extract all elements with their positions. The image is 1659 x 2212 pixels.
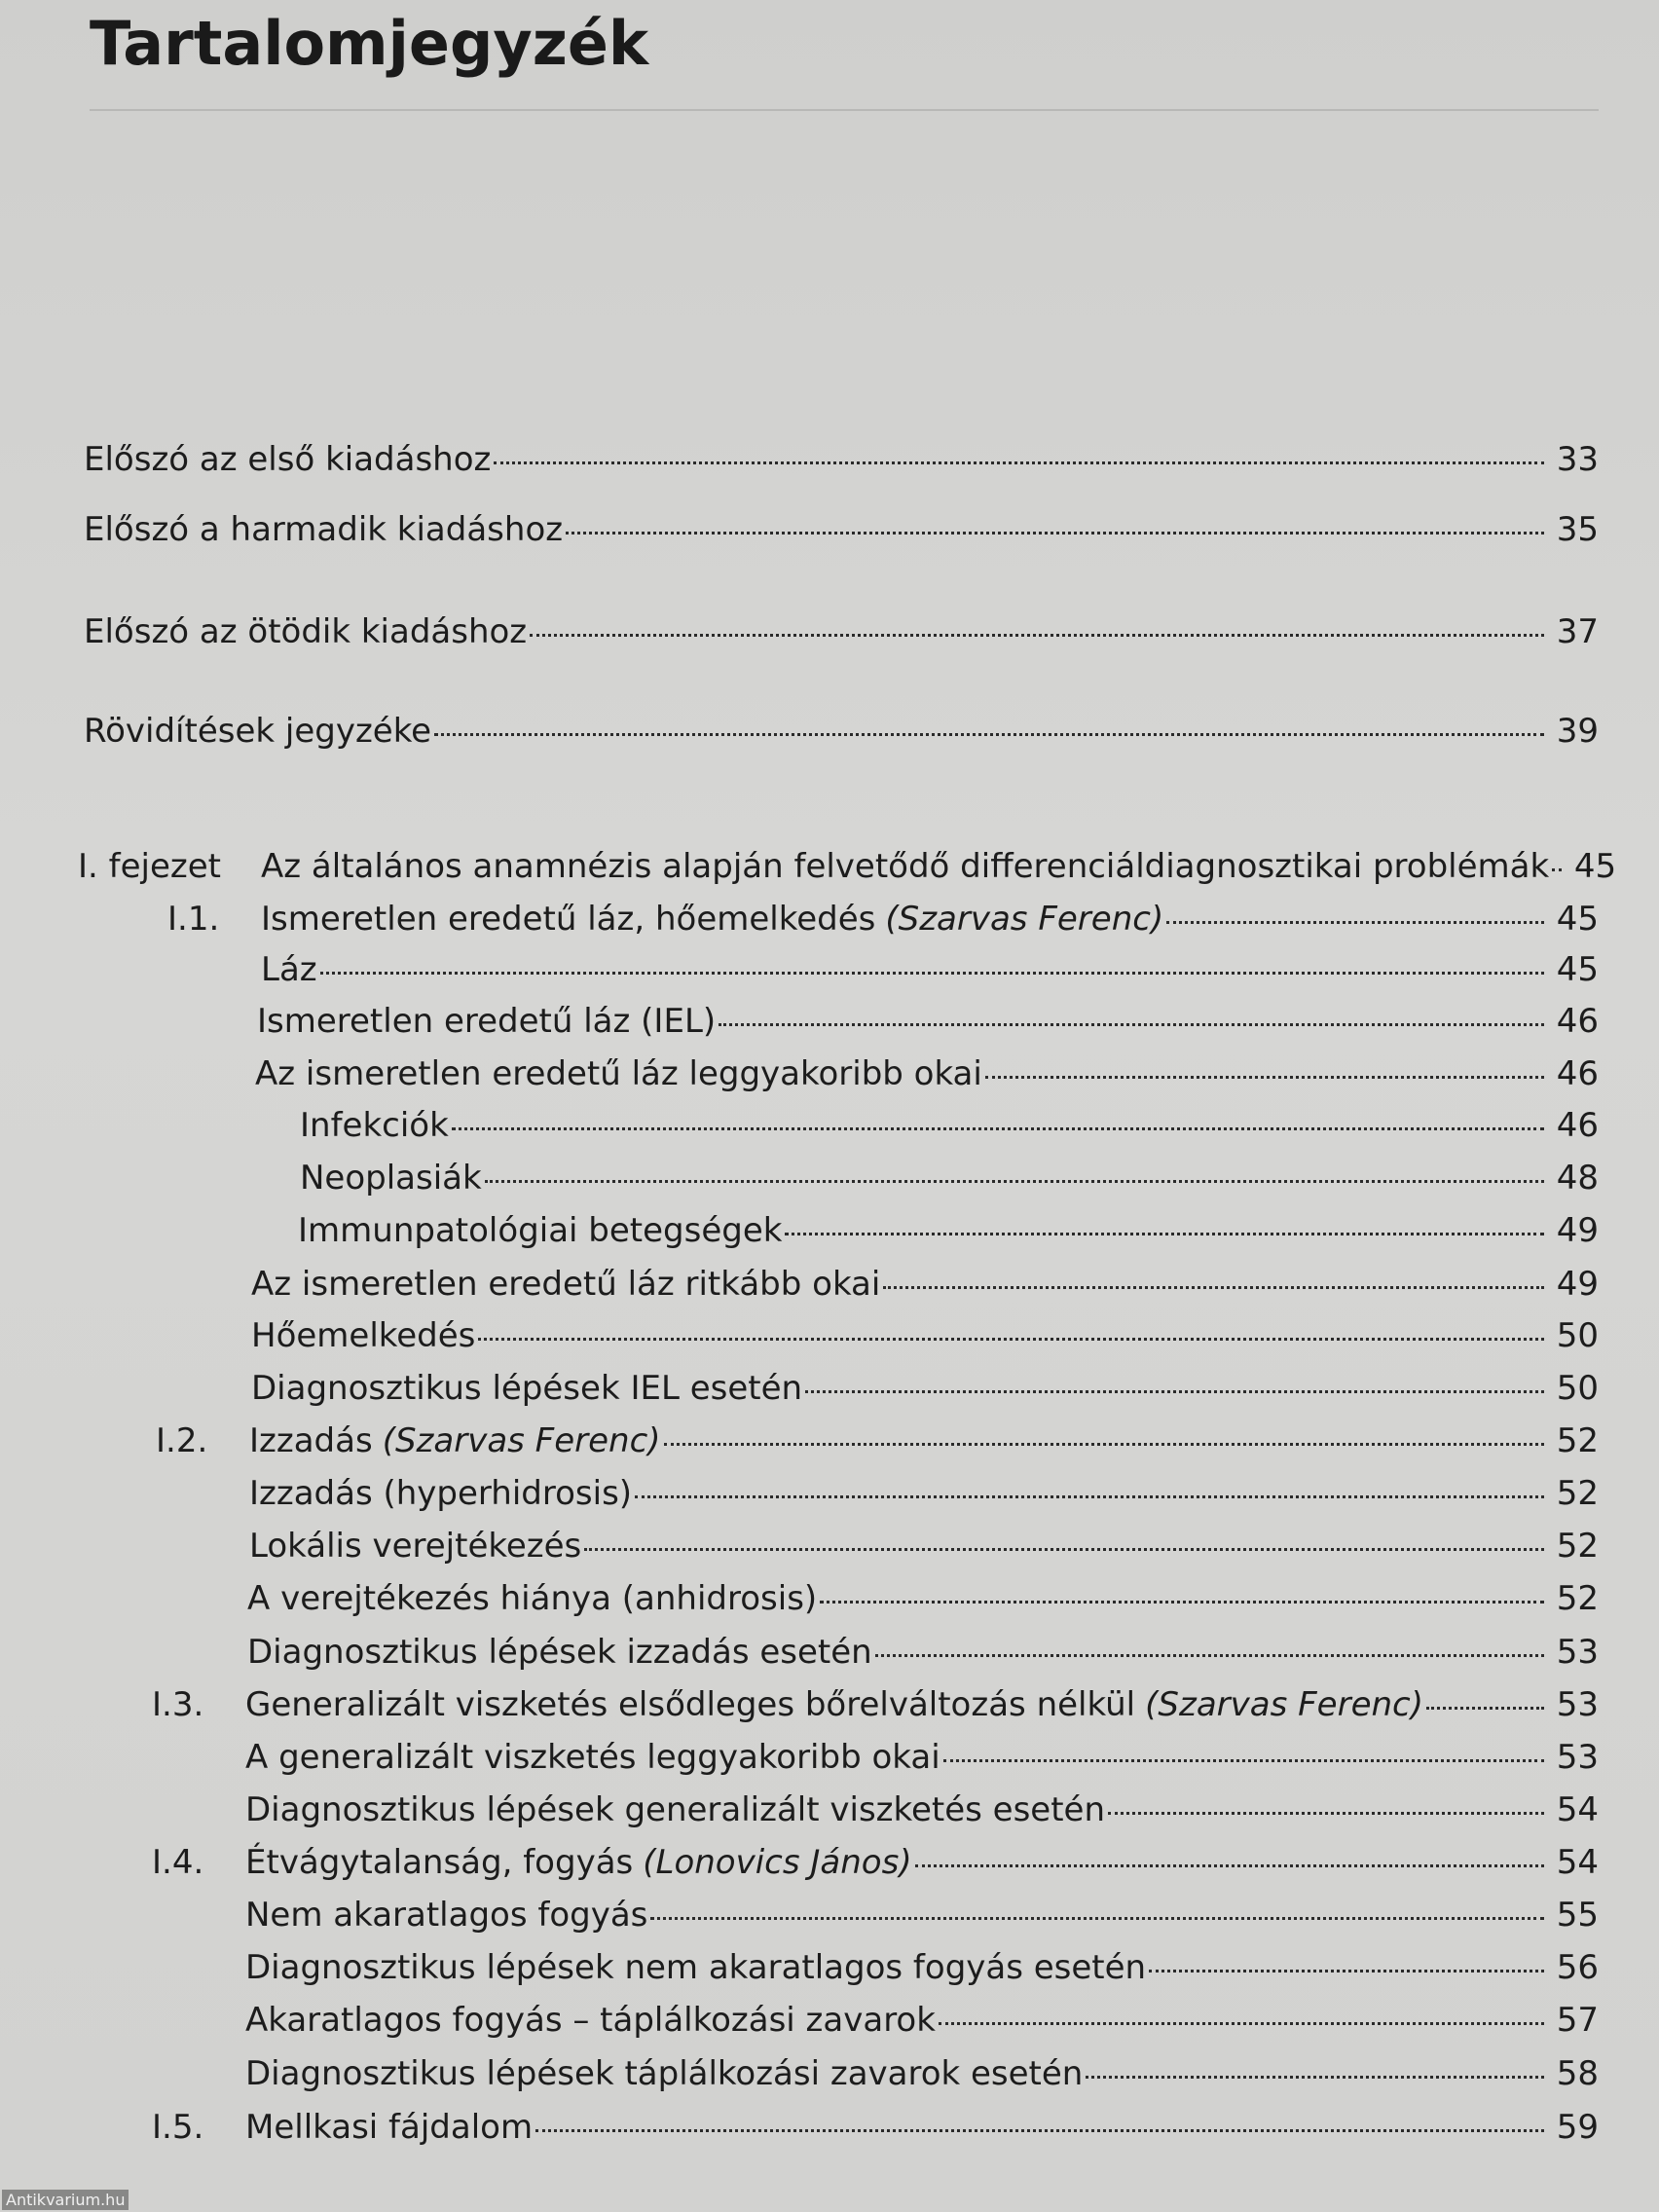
toc-entry-author: (Szarvas Ferenc) [1145,1685,1423,1724]
toc-entry-title: Előszó az első kiadáshoz [84,440,492,479]
toc-entry-title: Előszó az ötödik kiadáshoz [84,612,528,651]
dot-leader [452,1127,1544,1130]
toc-entry-title: Diagnosztikus lépések generalizált viszketés esetén [245,1790,1106,1829]
dot-leader [985,1076,1544,1079]
toc-entry [0,1418,1659,1464]
dot-leader [535,2129,1544,2132]
toc-entry [0,1892,1659,1938]
toc-entry-title: Diagnosztikus lépések nem akaratlagos fogyás esetén [245,1948,1147,1987]
toc-entry-number: I.4. [152,1843,204,1882]
toc-entry-author: (Lonovics János) [643,1843,912,1882]
toc-entry-title: Az ismeretlen eredetű láz leggyakoribb okai [255,1054,982,1093]
toc-entry-number: I.3. [152,1685,204,1724]
toc-entry-title: Infekciók [300,1106,449,1145]
toc-entry [0,608,1659,655]
title-divider [90,109,1599,111]
toc-entry-page: 46 [1556,1002,1599,1041]
toc-entry-title: Ismeretlen eredetű láz (IEL) [257,1002,717,1041]
dot-leader [939,2022,1544,2025]
toc-entry [0,998,1659,1045]
toc-entry-page: 37 [1556,612,1599,651]
dot-leader [1166,921,1544,924]
dot-leader [719,1023,1544,1026]
toc-entry-page: 58 [1556,2054,1599,2093]
toc-entry-title: Akaratlagos fogyás – táplálkozási zavarok [245,2001,936,2040]
toc-entry-number: I. fejezet [78,847,221,886]
toc-entry-page: 59 [1556,2108,1599,2147]
dot-leader [494,461,1544,464]
toc-entry-title: Neoplasiák [300,1159,482,1198]
toc-entry [0,1365,1659,1412]
toc-entry [0,1944,1659,1991]
dot-leader [320,972,1544,975]
toc-entry-title: Az általános anamnézis alapján felvetődő differenciáldiagnosztikai problémák [261,847,1550,886]
toc-entry-page: 39 [1556,712,1599,751]
toc-entry-title: Láz [261,950,317,989]
toc-entry-page: 53 [1556,1685,1599,1724]
toc-entry-title: Immunpatológiai betegségek [298,1211,783,1250]
dot-leader [584,1548,1544,1551]
dot-leader [434,733,1544,736]
toc-entry-number: I.2. [156,1421,208,1460]
toc-entry [0,1681,1659,1728]
toc-entry-page: 54 [1556,1843,1599,1882]
dot-leader [664,1443,1544,1446]
toc-entry-title: Hőemelkedés [251,1316,476,1355]
toc-entry-title: A verejtékezés hiánya (anhidrosis) [247,1579,818,1618]
dot-leader [805,1390,1544,1393]
toc-entry-page: 45 [1556,900,1599,939]
toc-entry [0,1997,1659,2044]
toc-entry [0,1575,1659,1622]
toc-entry-page: 52 [1556,1474,1599,1513]
toc-entry [0,1523,1659,1569]
toc-entry-page: 53 [1556,1633,1599,1672]
dot-leader [530,634,1544,637]
dot-leader [635,1495,1544,1498]
dot-leader [820,1601,1544,1604]
toc-entry-author: (Szarvas Ferenc) [382,1421,661,1460]
toc-entry-title: Ismeretlen eredetű láz, hőemelkedés [261,900,876,939]
toc-entry-number: I.5. [152,2108,204,2147]
toc-entry-page: 57 [1556,2001,1599,2040]
toc-entry-page: 56 [1556,1948,1599,1987]
toc-entry [0,1734,1659,1781]
toc-entry-title: Mellkasi fájdalom [245,2108,534,2147]
toc-entry-page: 45 [1556,950,1599,989]
toc-entry-page: 49 [1556,1265,1599,1304]
toc-entry [0,2104,1659,2151]
dot-leader [1149,1970,1544,1972]
toc-entry-title: Nem akaratlagos fogyás [245,1896,648,1935]
dot-leader [883,1286,1544,1289]
dot-leader [943,1759,1544,1762]
toc-entry [0,2050,1659,2097]
dot-leader [1108,1812,1544,1815]
toc-entry-page: 54 [1556,1790,1599,1829]
toc-entry-title: Lokális verejtékezés [249,1527,582,1566]
toc-entry [0,1629,1659,1676]
toc-entry-page: 35 [1556,510,1599,549]
toc-entry [0,708,1659,755]
toc-entry [0,1261,1659,1308]
toc-entry-page: 52 [1556,1579,1599,1618]
dot-leader [566,532,1544,535]
toc-entry-number: I.1. [167,900,220,939]
toc-entry-title: Generalizált viszketés elsődleges bőrelváltozás nélkül [245,1685,1136,1724]
toc-entry-title: Izzadás (hyperhidrosis) [249,1474,633,1513]
toc-entry-title: A generalizált viszketés leggyakoribb okai [245,1738,940,1777]
dot-leader [1552,868,1562,871]
toc-entry-page: 33 [1556,440,1599,479]
toc-entry-author: (Szarvas Ferenc) [885,900,1164,939]
toc-entry-page: 50 [1556,1316,1599,1355]
dot-leader [650,1917,1544,1920]
dot-leader [478,1338,1544,1341]
dot-leader [785,1233,1544,1235]
toc-entry [0,506,1659,553]
dot-leader [485,1180,1544,1183]
dot-leader [915,1864,1544,1867]
toc-entry-title: Diagnosztikus lépések izzadás esetén [247,1633,872,1672]
toc-entry-title: Étvágytalanság, fogyás [245,1843,634,1882]
toc-entry-title: Izzadás [249,1421,373,1460]
dot-leader [1426,1707,1544,1710]
toc-entry-page: 52 [1556,1527,1599,1566]
watermark: Antikvarium.hu [2,2190,129,2210]
toc-entry [0,843,1659,890]
dot-leader [875,1654,1544,1657]
toc-entry [0,896,1659,942]
toc-entry-title: Előszó a harmadik kiadáshoz [84,510,564,549]
toc-entry [0,1155,1659,1201]
toc-entry-title: Diagnosztikus lépések táplálkozási zavarok esetén [245,2054,1084,2093]
toc-entry [0,436,1659,483]
page-title: Tartalomjegyzék [90,8,649,79]
toc-entry [0,1312,1659,1359]
toc-entry-page: 46 [1556,1106,1599,1145]
toc-entry-page: 45 [1573,847,1617,886]
toc-entry-page: 55 [1556,1896,1599,1935]
toc-entry [0,946,1659,993]
toc-entry-page: 53 [1556,1738,1599,1777]
toc-entry [0,1207,1659,1254]
toc-entry-title: Az ismeretlen eredetű láz ritkább okai [251,1265,881,1304]
toc-entry [0,1470,1659,1517]
toc-entry-page: 50 [1556,1369,1599,1408]
toc-entry-title: Diagnosztikus lépések IEL esetén [251,1369,803,1408]
toc-entry-page: 52 [1556,1421,1599,1460]
toc-entry [0,1839,1659,1886]
toc-entry [0,1787,1659,1833]
dot-leader [1086,2076,1544,2079]
toc-entry-page: 46 [1556,1054,1599,1093]
toc-entry [0,1102,1659,1149]
toc-entry-page: 48 [1556,1159,1599,1198]
toc-entry-title: Rövidítések jegyzéke [84,712,432,751]
toc-entry-page: 49 [1556,1211,1599,1250]
toc-entry [0,1051,1659,1097]
